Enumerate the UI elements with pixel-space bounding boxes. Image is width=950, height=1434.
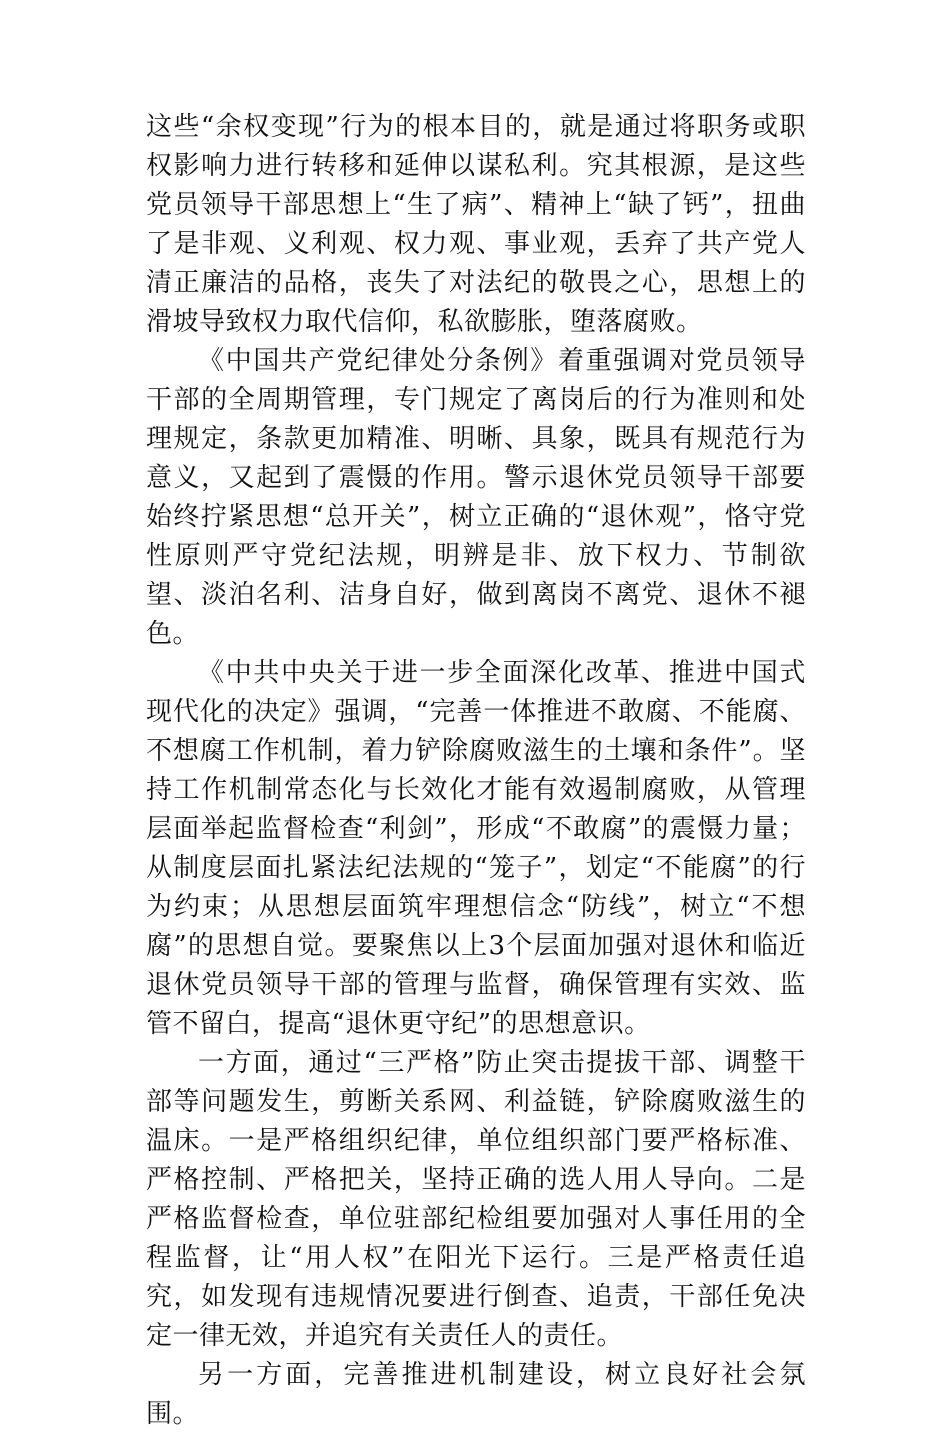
paragraph: 这些“余权变现”行为的根本目的，就是通过将职务或职权影响力进行转移和延伸以谋私利。究其根源，是这些党员领导干部思想上“生了病”、精神上“缺了钙”，扭曲了是非观、义利观、权力观、事业观，丢弃了共产党人清正廉洁的品格，丧失了对法纪的敬畏之心，思想上的滑坡导致权力取代信仰，私欲膨胀，堕落腐败。 <box>146 112 806 337</box>
document-body <box>146 108 806 1434</box>
paragraph: 一方面，通过“三严格”防止突击提拔干部、调整干部等问题发生，剪断关系网、利益链，铲除腐败滋生的温床。一是严格组织纪律，单位组织部门要严格标准、严格控制、严格把关，坚持正确的选人用人导向。二是严格监督检查，单位驻部纪检组要加强对人事任用的全程监督，让“用人权”在阳光下运行。三是严格责任追究，如发现有违规情况要进行倒查、追责，干部任免决定一律无效，并追究有关责任人的责任。 <box>146 1048 806 1351</box>
paragraph: 另一方面，完善推进机制建设，树立良好社会氛围。 <box>146 1360 806 1429</box>
paragraph: 《中共中央关于进一步全面深化改革、推进中国式现代化的决定》强调，“完善一体推进不敢腐、不能腐、不想腐工作机制，着力铲除腐败滋生的土壤和条件”。坚持工作机制常态化与长效化才能有效遏制腐败，从管理层面举起监督检查“利剑”，形成“不敢腐”的震慑力量；从制度层面扎紧法纪法规的“笼子”，划定“不能腐”的行为约束；从思想层面筑牢理想信念“防线”，树立“不想腐”的思想自觉。要聚焦以上3个层面加强对退休和临近退休党员领导干部的管理与监督，确保管理有实效、监管不留白，提高“退休更守纪”的思想意识。 <box>146 658 806 1039</box>
paragraph: 《中国共产党纪律处分条例》着重强调对党员领导干部的全周期管理，专门规定了离岗后的行为准则和处理规定，条款更加精准、明晰、具象，既具有规范行为意义，又起到了震慑的作用。警示退休党员领导干部要始终拧紧思想“总开关”，树立正确的“退休观”，恪守党性原则严守党纪法规，明辨是非、放下权力、节制欲望、淡泊名利、洁身自好，做到离岗不离党、退休不褪色。 <box>146 346 806 649</box>
